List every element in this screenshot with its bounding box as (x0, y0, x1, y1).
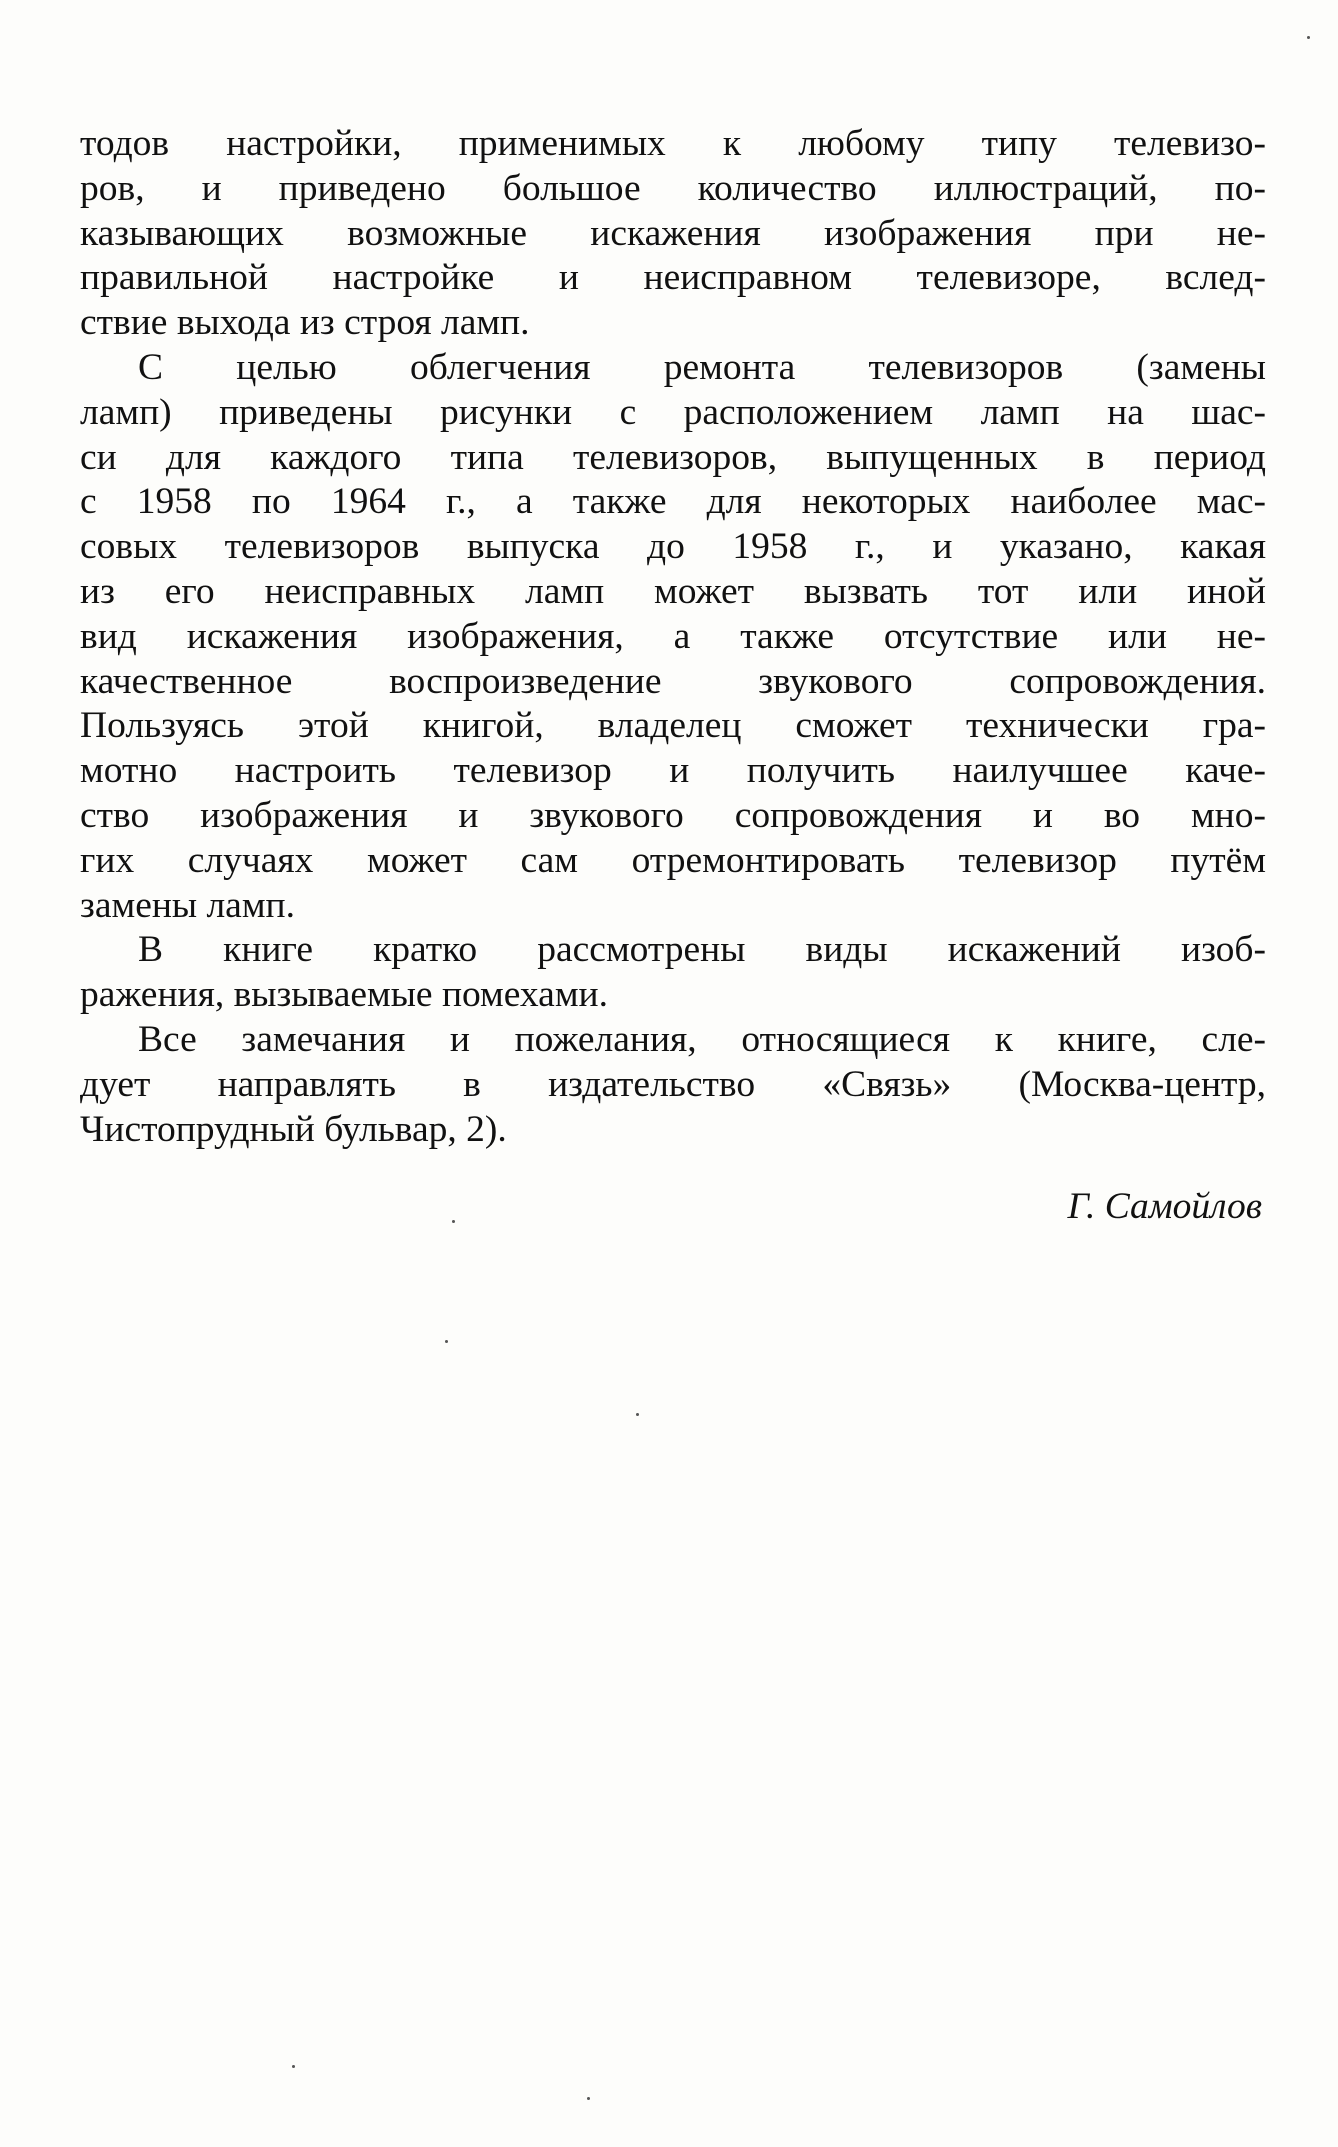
text-line: правильной настройке и неисправном телевизоре, вслед- (80, 257, 1266, 299)
scan-speck (636, 1413, 639, 1416)
text-line: В книге кратко рассмотрены виды искажений изоб- (138, 929, 1266, 971)
text-line: из его неисправных ламп может вызвать тот или иной (80, 570, 1266, 612)
text-line: дует направлять в издательство «Связь» (Москва-центр, (80, 1063, 1266, 1105)
text-line: казывающих возможные искажения изображения при не- (80, 212, 1266, 254)
paragraph-1 (80, 122, 1266, 346)
text-line: с 1958 по 1964 г., а также для некоторых наиболее мас- (80, 481, 1266, 523)
text-line: ражения, вызываемые помехами. (80, 974, 609, 1016)
author-signature: Г. Самойлов (1067, 1186, 1262, 1227)
text-line: ство изображения и звукового сопровождения и во мно- (80, 794, 1266, 836)
body-text (80, 122, 1266, 1152)
scan-speck (587, 2097, 590, 2100)
scan-speck (452, 1220, 455, 1223)
paragraph-4 (80, 1018, 1266, 1152)
text-line: Чистопрудный бульвар, 2). (80, 1108, 507, 1150)
text-line: Все замечания и пожелания, относящиеся к книге, сле- (138, 1018, 1266, 1060)
text-line: С целью облегчения ремонта телевизоров (замены (138, 346, 1266, 388)
text-line: совых телевизоров выпуска до 1958 г., и указано, какая (80, 526, 1266, 568)
scan-speck (445, 1340, 448, 1343)
text-line: замены ламп. (80, 884, 296, 926)
text-line: ламп) приведены рисунки с расположением ламп на шас- (80, 391, 1266, 433)
text-line: ствие выхода из строя ламп. (80, 302, 530, 344)
scan-speck (292, 2065, 295, 2068)
scan-speck (1307, 36, 1310, 39)
text-line: Пользуясь этой книгой, владелец сможет технически гра- (80, 705, 1266, 747)
text-line: мотно настроить телевизор и получить наилучшее каче- (80, 750, 1266, 792)
paragraph-2 (80, 346, 1266, 928)
text-line: ров, и приведено большое количество иллюстраций, по- (80, 167, 1266, 209)
text-line: гих случаях может сам отремонтировать телевизор путём (80, 839, 1266, 881)
text-line: тодов настройки, применимых к любому типу телевизо- (80, 123, 1266, 164)
text-line: си для каждого типа телевизоров, выпущенных в период (80, 436, 1266, 478)
text-line: вид искажения изображения, а также отсутствие или не- (80, 615, 1266, 657)
text-line: качественное воспроизведение звукового сопровождения. (80, 660, 1266, 702)
paragraph-3 (80, 928, 1266, 1018)
